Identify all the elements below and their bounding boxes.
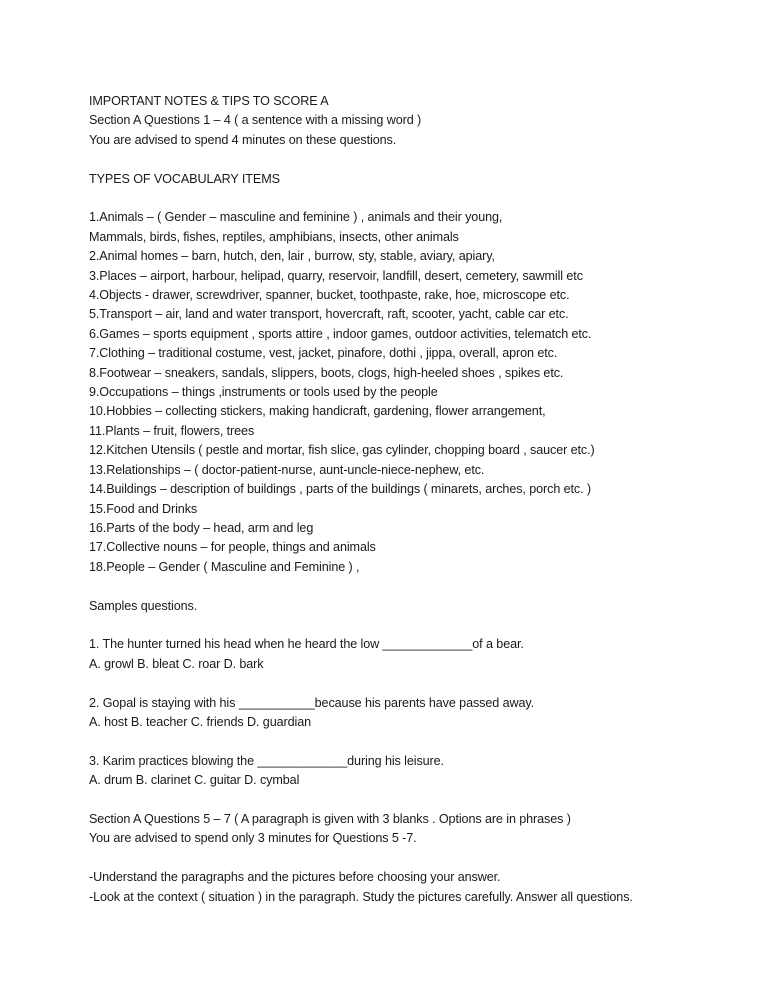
vocab-item: 13.Relationships – ( doctor-patient-nurse, aunt-uncle-niece-nephew, etc.: [89, 462, 485, 477]
vocab-item: 14.Buildings – description of buildings , parts of the buildings ( minarets, arches, porch etc. ): [89, 482, 592, 497]
spacer: [89, 616, 749, 635]
vocabulary-heading: TYPES OF VOCABULARY ITEMS: [89, 171, 280, 186]
section-a-q5-7-heading: Section A Questions 5 – 7 ( A paragraph is given with 3 blanks . Options are in phrases ): [89, 811, 571, 826]
vocab-item: 15.Food and Drinks: [89, 501, 198, 516]
tip-look-at-context: -Look at the context ( situation ) in the paragraph. Study the pictures carefully. Answer all questions.: [89, 889, 633, 904]
vocab-item: 18.People – Gender ( Masculine and Feminine ) ,: [89, 559, 360, 574]
vocab-item: 2.Animal homes – barn, hutch, den, lair , burrow, sty, stable, aviary, apiary,: [89, 249, 495, 264]
vocab-item: 9.Occupations – things ,instruments or tools used by the people: [89, 385, 438, 400]
vocab-item: 1.Animals – ( Gender – masculine and feminine ) , animals and their young,: [89, 210, 503, 225]
vocab-item: 4.Objects - drawer, screwdriver, spanner, bucket, toothpaste, rake, hoe, microscope etc.: [89, 288, 570, 303]
vocab-item: 7.Clothing – traditional costume, vest, jacket, pinafore, dothi , jippa, overall, apron etc.: [89, 346, 558, 361]
samples-heading: Samples questions.: [89, 598, 198, 613]
spacer: [89, 674, 749, 693]
time-advice-q5-7: You are advised to spend only 3 minutes for Questions 5 -7.: [89, 831, 417, 846]
vocab-item: 12.Kitchen Utensils ( pestle and mortar, fish slice, gas cylinder, chopping board , saucer etc.): [89, 443, 595, 458]
vocab-item: 8.Footwear – sneakers, sandals, slippers, boots, clogs, high-heeled shoes , spikes etc.: [89, 365, 564, 380]
spacer: [89, 732, 749, 751]
vocab-item: 6.Games – sports equipment , sports attire , indoor games, outdoor activities, telematch etc.: [89, 326, 592, 341]
vocab-item: 5.Transport – air, land and water transport, hovercraft, raft, scooter, yacht, cable car etc.: [89, 307, 569, 322]
document-title: IMPORTANT NOTES & TIPS TO SCORE A: [89, 94, 329, 108]
time-advice-q1-4: You are advised to spend 4 minutes on these questions.: [89, 132, 397, 147]
tip-understand-paragraphs: -Understand the paragraphs and the pictures before choosing your answer.: [89, 870, 501, 885]
spacer: [89, 577, 749, 596]
vocab-item: 11.Plants – fruit, flowers, trees: [89, 423, 255, 438]
spacer: [89, 791, 749, 810]
vocab-item: 16.Parts of the body – head, arm and leg: [89, 520, 314, 535]
sample-question-3-options: A. drum B. clarinet C. guitar D. cymbal: [89, 773, 300, 788]
vocab-item: 10.Hobbies – collecting stickers, making handicraft, gardening, flower arrangement,: [89, 404, 546, 419]
vocab-item: Mammals, birds, fishes, reptiles, amphibians, insects, other animals: [89, 229, 459, 244]
spacer: [89, 150, 749, 169]
spacer: [89, 189, 749, 208]
sample-question-3: 3. Karim practices blowing the _____________during his leisure.: [89, 753, 444, 768]
sample-question-2: 2. Gopal is staying with his ___________because his parents have passed away.: [89, 695, 535, 710]
section-a-q1-4-heading: Section A Questions 1 – 4 ( a sentence with a missing word ): [89, 113, 422, 128]
sample-question-1-options: A. growl B. bleat C. roar D. bark: [89, 656, 264, 671]
spacer: [89, 849, 749, 868]
vocab-item: 3.Places – airport, harbour, helipad, quarry, reservoir, landfill, desert, cemetery, sawmill etc: [89, 268, 583, 283]
vocabulary-list: [89, 208, 749, 577]
vocab-item: 17.Collective nouns – for people, things and animals: [89, 540, 376, 555]
document-body: [89, 92, 749, 907]
sample-question-1: 1. The hunter turned his head when he heard the low _____________of a bear.: [89, 637, 524, 652]
sample-question-2-options: A. host B. teacher C. friends D. guardian: [89, 714, 312, 729]
